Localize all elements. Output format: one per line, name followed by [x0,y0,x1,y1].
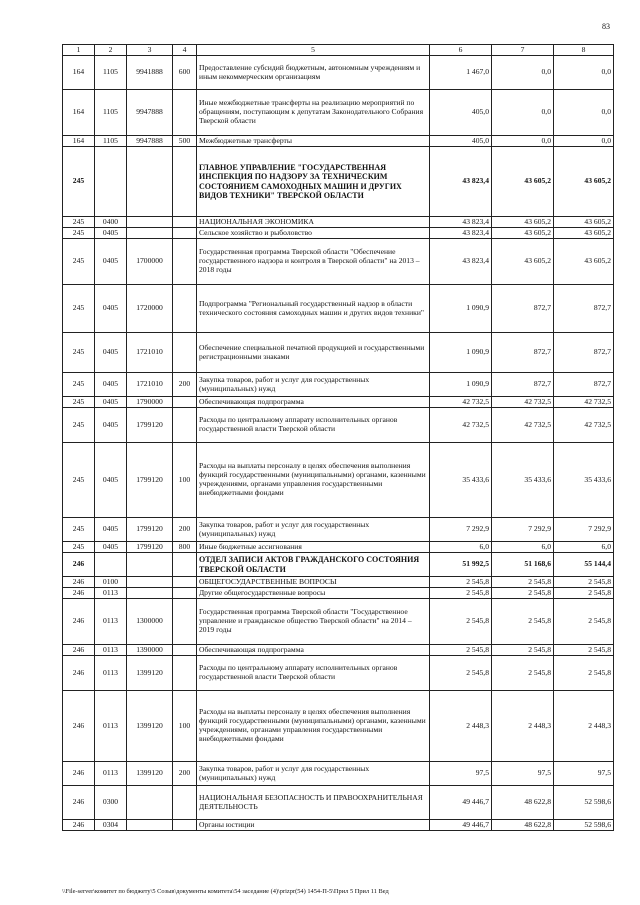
expense-type-cell: 100 [173,691,197,762]
table-row [63,228,614,239]
table-row [63,691,614,762]
amount-2017-cell: 43 605,2 [492,147,554,217]
amount-2017-cell: 43 605,2 [492,217,554,228]
column-header: 3 [127,45,173,56]
section-code-cell: 0113 [95,588,127,599]
table-row [63,443,614,518]
amount-2018-cell: 43 605,2 [554,228,614,239]
section-code-cell: 0400 [95,217,127,228]
file-path-footer: \\File-server\комитет по бюджету\5 Созыв\документы комитета\54 заседание (4)\prizpr(54) 1454-П-5\Прил 5 Прил 11 Вед [62,888,389,895]
amount-2017-cell: 0,0 [492,136,554,147]
amount-2016-cell: 2 545,8 [430,588,492,599]
section-code-cell: 0405 [95,408,127,443]
amount-2017-cell: 872,7 [492,333,554,373]
table-row [63,599,614,645]
amount-2018-cell: 7 292,9 [554,518,614,542]
section-code-cell: 0405 [95,285,127,333]
amount-2016-cell: 35 433,6 [430,443,492,518]
amount-2018-cell: 0,0 [554,90,614,136]
table-row [63,588,614,599]
ministry-code-cell: 246 [63,599,95,645]
section-code-cell: 0405 [95,373,127,397]
table-row [63,762,614,786]
amount-2016-cell: 405,0 [430,136,492,147]
expense-type-cell [173,285,197,333]
target-article-cell: 1721010 [127,373,173,397]
amount-2017-cell: 35 433,6 [492,443,554,518]
table-row [63,373,614,397]
amount-2017-cell: 2 545,8 [492,577,554,588]
ministry-code-cell: 246 [63,588,95,599]
amount-2017-cell: 2 545,8 [492,588,554,599]
target-article-cell: 9947888 [127,90,173,136]
expense-type-cell [173,397,197,408]
amount-2018-cell: 0,0 [554,56,614,90]
description-cell: Органы юстиции [197,820,430,831]
section-code-cell [95,553,127,577]
amount-2017-cell: 0,0 [492,56,554,90]
amount-2016-cell: 43 823,4 [430,147,492,217]
target-article-cell [127,588,173,599]
expense-type-cell [173,239,197,285]
expense-type-cell: 100 [173,443,197,518]
amount-2016-cell: 43 823,4 [430,239,492,285]
table-row [63,542,614,553]
amount-2017-cell: 2 545,8 [492,645,554,656]
section-code-cell: 0113 [95,645,127,656]
amount-2018-cell: 2 545,8 [554,577,614,588]
table-row [63,577,614,588]
amount-2017-cell: 43 605,2 [492,239,554,285]
target-article-cell: 1300000 [127,599,173,645]
table-row [63,397,614,408]
amount-2016-cell: 43 823,4 [430,217,492,228]
column-header: 5 [197,45,430,56]
table-row [63,90,614,136]
target-article-cell: 9941888 [127,56,173,90]
target-article-cell: 9947888 [127,136,173,147]
amount-2018-cell: 35 433,6 [554,443,614,518]
ministry-code-cell: 246 [63,645,95,656]
amount-2018-cell: 2 545,8 [554,588,614,599]
ministry-code-cell: 164 [63,56,95,90]
target-article-cell: 1721010 [127,333,173,373]
amount-2016-cell: 43 823,4 [430,228,492,239]
ministry-code-cell: 245 [63,542,95,553]
amount-2017-cell: 48 622,8 [492,786,554,820]
amount-2016-cell: 2 545,8 [430,577,492,588]
amount-2017-cell: 7 292,9 [492,518,554,542]
description-cell: Расходы на выплаты персоналу в целях обеспечения выполнения функций государственными (муниципальными) органами, казенными учреждениями, органами управления государственными внебюджетными фондами [197,443,430,518]
amount-2018-cell: 872,7 [554,285,614,333]
description-cell: ОБЩЕГОСУДАРСТВЕННЫЕ ВОПРОСЫ [197,577,430,588]
amount-2016-cell: 42 732,5 [430,408,492,443]
target-article-cell: 1799120 [127,542,173,553]
amount-2016-cell: 1 467,0 [430,56,492,90]
amount-2018-cell: 2 448,3 [554,691,614,762]
expense-type-cell [173,228,197,239]
amount-2016-cell: 51 992,5 [430,553,492,577]
ministry-code-cell: 245 [63,147,95,217]
section-code-cell: 1105 [95,136,127,147]
description-cell: Государственная программа Тверской области "Обеспечение государственного надзора и контроля в Тверской области" на 2013 – 2018 годы [197,239,430,285]
target-article-cell: 1799120 [127,518,173,542]
target-article-cell: 1799120 [127,408,173,443]
column-header: 2 [95,45,127,56]
expense-type-cell [173,333,197,373]
ministry-code-cell: 246 [63,786,95,820]
description-cell: НАЦИОНАЛЬНАЯ ЭКОНОМИКА [197,217,430,228]
column-header: 6 [430,45,492,56]
table-row [63,147,614,217]
description-cell: ГЛАВНОЕ УПРАВЛЕНИЕ "ГОСУДАРСТВЕННАЯ ИНСПЕКЦИЯ ПО НАДЗОРУ ЗА ТЕХНИЧЕСКИМ СОСТОЯНИЕМ САМОХОДНЫХ МАШИН И ДРУГИХ ВИДОВ ТЕХНИКИ" ТВЕРСКОЙ ОБЛАСТИ [197,147,430,217]
ministry-code-cell: 245 [63,373,95,397]
target-article-cell: 1720000 [127,285,173,333]
description-cell: Обеспечивающая подпрограмма [197,397,430,408]
expense-type-cell [173,217,197,228]
section-code-cell: 0113 [95,656,127,691]
amount-2016-cell: 2 448,3 [430,691,492,762]
table-row [63,786,614,820]
amount-2016-cell: 49 446,7 [430,786,492,820]
amount-2017-cell: 2 448,3 [492,691,554,762]
amount-2018-cell: 43 605,2 [554,147,614,217]
section-code-cell: 0405 [95,333,127,373]
description-cell: Межбюджетные трансферты [197,136,430,147]
table-row [63,820,614,831]
table-header-row [63,45,614,56]
expense-type-cell: 500 [173,136,197,147]
ministry-code-cell: 245 [63,217,95,228]
section-code-cell: 0113 [95,691,127,762]
ministry-code-cell: 245 [63,333,95,373]
target-article-cell [127,577,173,588]
table-row [63,239,614,285]
amount-2018-cell: 52 598,6 [554,820,614,831]
ministry-code-cell: 164 [63,136,95,147]
amount-2016-cell: 405,0 [430,90,492,136]
amount-2017-cell: 6,0 [492,542,554,553]
target-article-cell: 1399120 [127,656,173,691]
column-header: 4 [173,45,197,56]
target-article-cell: 1399120 [127,762,173,786]
expense-type-cell: 800 [173,542,197,553]
ministry-code-cell: 245 [63,397,95,408]
description-cell: НАЦИОНАЛЬНАЯ БЕЗОПАСНОСТЬ И ПРАВООХРАНИТЕЛЬНАЯ ДЕЯТЕЛЬНОСТЬ [197,786,430,820]
expense-type-cell [173,588,197,599]
ministry-code-cell: 246 [63,553,95,577]
amount-2016-cell: 7 292,9 [430,518,492,542]
description-cell: Обеспечивающая подпрограмма [197,645,430,656]
ministry-code-cell: 246 [63,656,95,691]
description-cell: Предоставление субсидий бюджетным, автономным учреждениям и иным некоммерческим организациям [197,56,430,90]
amount-2018-cell: 52 598,6 [554,786,614,820]
amount-2017-cell: 43 605,2 [492,228,554,239]
ministry-code-cell: 164 [63,90,95,136]
section-code-cell: 0405 [95,228,127,239]
description-cell: Расходы по центральному аппарату исполнительных органов государственной власти Тверской области [197,656,430,691]
table-row [63,553,614,577]
table-row [63,136,614,147]
expense-type-cell [173,786,197,820]
table-row [63,408,614,443]
table-row [63,645,614,656]
budget-table [62,44,614,831]
target-article-cell [127,147,173,217]
amount-2017-cell: 2 545,8 [492,599,554,645]
ministry-code-cell: 245 [63,285,95,333]
expense-type-cell [173,147,197,217]
description-cell: Иные межбюджетные трансферты на реализацию мероприятий по обращениям, поступающим к депутатам Законодательного Собрания Тверской области [197,90,430,136]
expense-type-cell [173,820,197,831]
section-code-cell: 0113 [95,599,127,645]
table-row [63,56,614,90]
target-article-cell [127,228,173,239]
target-article-cell: 1700000 [127,239,173,285]
amount-2017-cell: 97,5 [492,762,554,786]
target-article-cell: 1399120 [127,691,173,762]
description-cell: Государственная программа Тверской области "Государственное управление и гражданское общество Тверской области" на 2014 – 2019 годы [197,599,430,645]
description-cell: ОТДЕЛ ЗАПИСИ АКТОВ ГРАЖДАНСКОГО СОСТОЯНИЯ ТВЕРСКОЙ ОБЛАСТИ [197,553,430,577]
amount-2018-cell: 0,0 [554,136,614,147]
amount-2018-cell: 97,5 [554,762,614,786]
description-cell: Обеспечение специальной печатной продукцией и государственными регистрационными знаками [197,333,430,373]
amount-2016-cell: 1 090,9 [430,333,492,373]
table-row [63,217,614,228]
ministry-code-cell: 246 [63,762,95,786]
amount-2017-cell: 48 622,8 [492,820,554,831]
section-code-cell: 0405 [95,443,127,518]
amount-2016-cell: 6,0 [430,542,492,553]
amount-2017-cell: 42 732,5 [492,408,554,443]
ministry-code-cell: 246 [63,820,95,831]
amount-2016-cell: 49 446,7 [430,820,492,831]
table-row [63,285,614,333]
target-article-cell [127,217,173,228]
ministry-code-cell: 245 [63,228,95,239]
expense-type-cell [173,408,197,443]
amount-2018-cell: 2 545,8 [554,645,614,656]
amount-2018-cell: 42 732,5 [554,397,614,408]
amount-2018-cell: 2 545,8 [554,656,614,691]
amount-2016-cell: 42 732,5 [430,397,492,408]
section-code-cell: 0100 [95,577,127,588]
ministry-code-cell: 246 [63,691,95,762]
amount-2016-cell: 1 090,9 [430,285,492,333]
column-header: 7 [492,45,554,56]
section-code-cell: 0304 [95,820,127,831]
amount-2016-cell: 97,5 [430,762,492,786]
section-code-cell: 0113 [95,762,127,786]
expense-type-cell [173,645,197,656]
description-cell: Закупка товаров, работ и услуг для государственных (муниципальных) нужд [197,373,430,397]
section-code-cell: 0405 [95,239,127,285]
amount-2016-cell: 1 090,9 [430,373,492,397]
expense-type-cell [173,553,197,577]
target-article-cell: 1790000 [127,397,173,408]
amount-2017-cell: 0,0 [492,90,554,136]
section-code-cell [95,147,127,217]
amount-2018-cell: 55 144,4 [554,553,614,577]
section-code-cell: 1105 [95,56,127,90]
section-code-cell: 0405 [95,518,127,542]
section-code-cell: 0405 [95,397,127,408]
column-header: 1 [63,45,95,56]
expense-type-cell [173,656,197,691]
target-article-cell [127,786,173,820]
table-row [63,518,614,542]
expense-type-cell: 200 [173,762,197,786]
target-article-cell [127,820,173,831]
description-cell: Другие общегосударственные вопросы [197,588,430,599]
amount-2018-cell: 43 605,2 [554,239,614,285]
amount-2017-cell: 872,7 [492,373,554,397]
table-row [63,333,614,373]
expense-type-cell: 200 [173,373,197,397]
amount-2016-cell: 2 545,8 [430,599,492,645]
target-article-cell: 1799120 [127,443,173,518]
amount-2016-cell: 2 545,8 [430,656,492,691]
amount-2017-cell: 42 732,5 [492,397,554,408]
amount-2017-cell: 2 545,8 [492,656,554,691]
description-cell: Иные бюджетные ассигнования [197,542,430,553]
ministry-code-cell: 245 [63,239,95,285]
expense-type-cell [173,599,197,645]
description-cell: Расходы на выплаты персоналу в целях обеспечения выполнения функций государственными (муниципальными) органами, казенными учреждениями, органами управления государственными внебюджетными фондами [197,691,430,762]
amount-2018-cell: 2 545,8 [554,599,614,645]
section-code-cell: 1105 [95,90,127,136]
amount-2018-cell: 872,7 [554,333,614,373]
expense-type-cell [173,90,197,136]
column-header: 8 [554,45,614,56]
expense-type-cell: 200 [173,518,197,542]
amount-2018-cell: 872,7 [554,373,614,397]
table-row [63,656,614,691]
description-cell: Закупка товаров, работ и услуг для государственных (муниципальных) нужд [197,518,430,542]
ministry-code-cell: 245 [63,518,95,542]
ministry-code-cell: 246 [63,577,95,588]
description-cell: Расходы по центральному аппарату исполнительных органов государственной власти Тверской области [197,408,430,443]
amount-2017-cell: 872,7 [492,285,554,333]
description-cell: Сельское хозяйство и рыболовство [197,228,430,239]
expense-type-cell: 600 [173,56,197,90]
section-code-cell: 0405 [95,542,127,553]
amount-2017-cell: 51 168,6 [492,553,554,577]
target-article-cell [127,553,173,577]
page-number: 83 [602,22,610,31]
description-cell: Подпрограмма "Региональный государственный надзор в области технического состояния самоходных машин и других видов техники" [197,285,430,333]
amount-2018-cell: 42 732,5 [554,408,614,443]
description-cell: Закупка товаров, работ и услуг для государственных (муниципальных) нужд [197,762,430,786]
amount-2016-cell: 2 545,8 [430,645,492,656]
expense-type-cell [173,577,197,588]
target-article-cell: 1390000 [127,645,173,656]
section-code-cell: 0300 [95,786,127,820]
ministry-code-cell: 245 [63,443,95,518]
amount-2018-cell: 6,0 [554,542,614,553]
ministry-code-cell: 245 [63,408,95,443]
amount-2018-cell: 43 605,2 [554,217,614,228]
